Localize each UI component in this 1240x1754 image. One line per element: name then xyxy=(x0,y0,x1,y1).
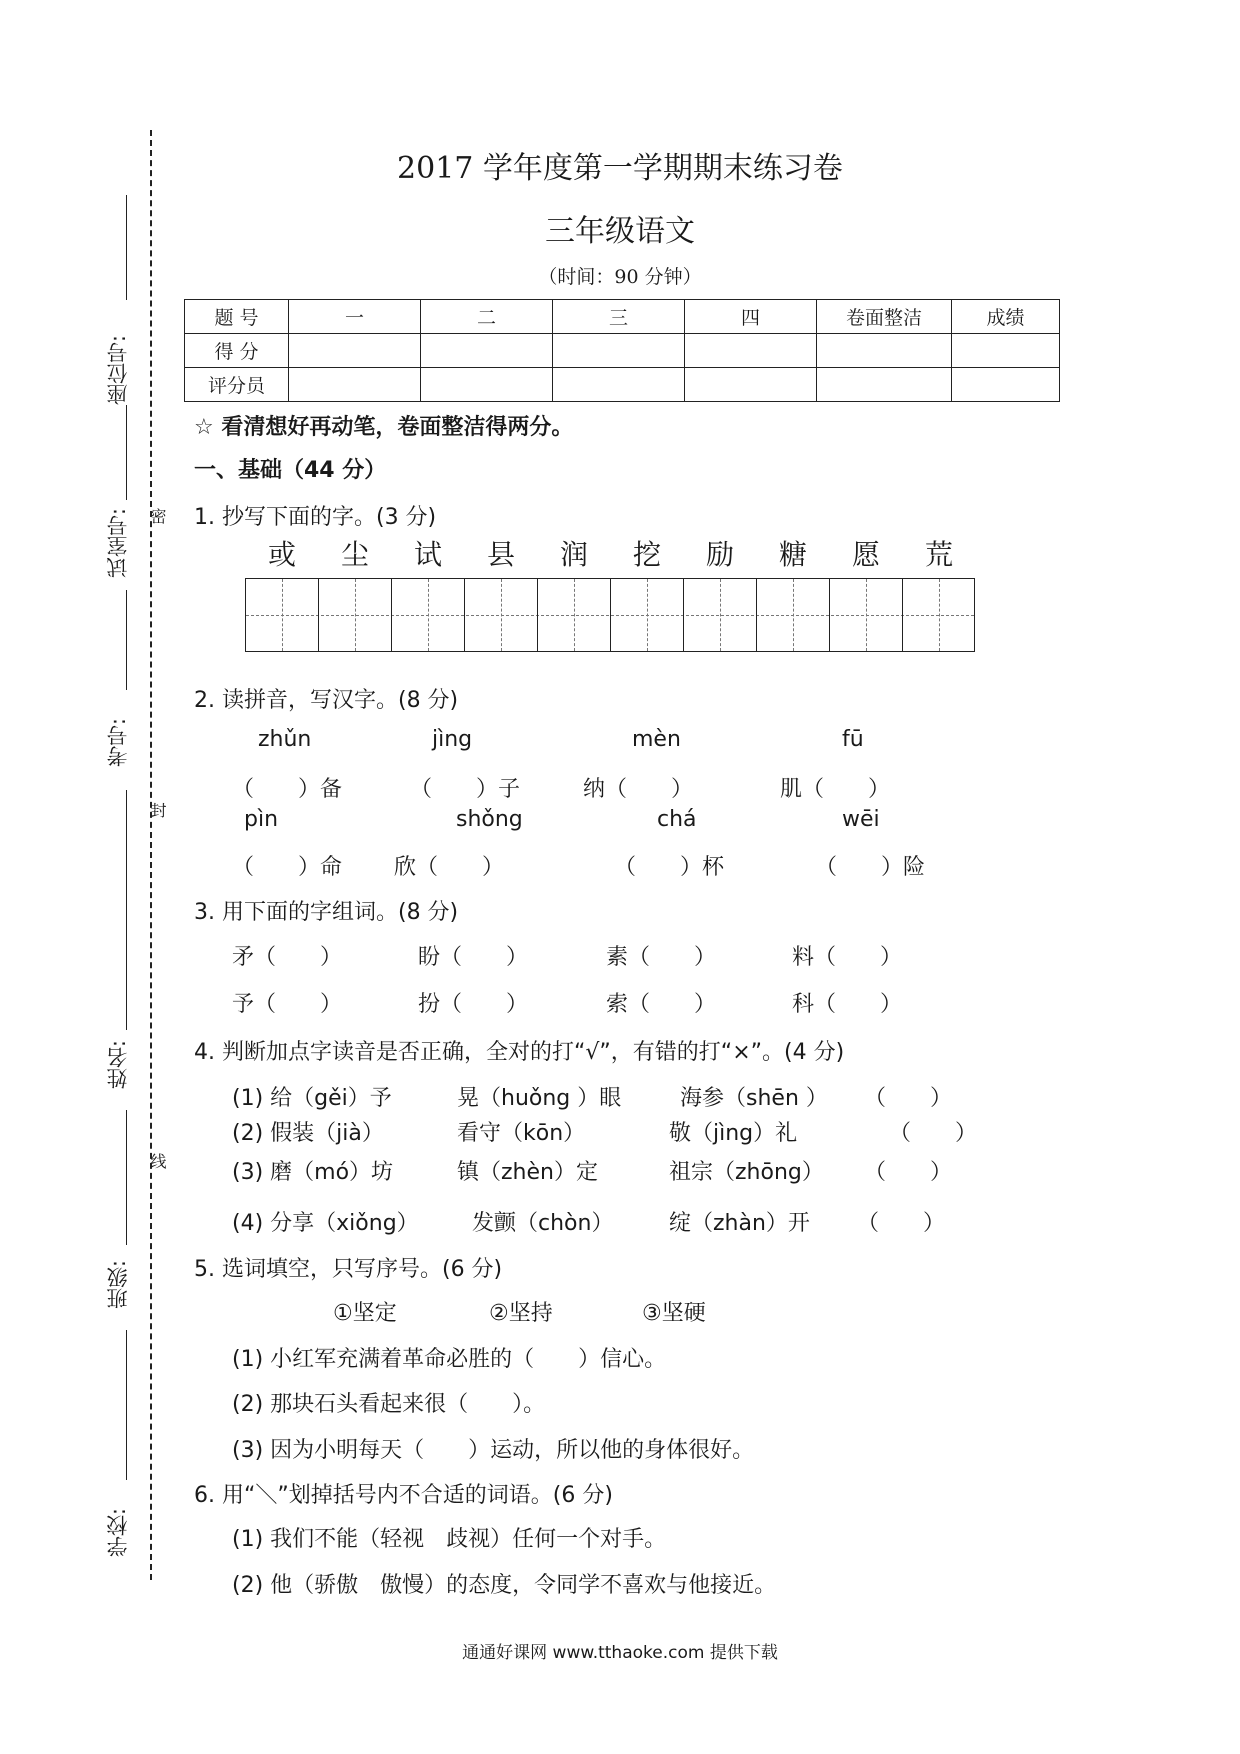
q4-word: (4) 分享（xiǒng） xyxy=(232,1211,419,1236)
q5-title: 5. 选词填空，只写序号。(6 分) xyxy=(194,1257,503,1282)
q1-char: 润 xyxy=(559,538,588,571)
seal-char-xian: 线 xyxy=(148,1153,167,1169)
q3-blank[interactable]: 料（ ） xyxy=(792,945,903,970)
q4-word: (3) 磨（mó）坊 xyxy=(232,1160,394,1185)
pinyin: wēi xyxy=(842,807,880,832)
grid-cell[interactable] xyxy=(246,579,319,651)
q4-answer-blank[interactable]: （ ） xyxy=(889,1121,978,1146)
q2-title: 2. 读拼音，写汉字。(8 分) xyxy=(194,688,459,713)
binding-dashed-line xyxy=(150,130,152,1580)
q1-char: 糖 xyxy=(778,538,807,571)
score-blank[interactable] xyxy=(553,334,685,368)
score-cell: 四 xyxy=(685,300,817,334)
pinyin: chá xyxy=(657,807,697,832)
room-no-rule xyxy=(126,405,127,500)
q1-char: 试 xyxy=(413,538,442,571)
name-label: 姓名: xyxy=(106,1040,130,1090)
q3-blank[interactable]: 予（ ） xyxy=(232,992,343,1017)
q1-char: 或 xyxy=(267,538,296,571)
q1-writing-grid[interactable] xyxy=(245,578,975,652)
q2-blank[interactable]: （ ）命 xyxy=(232,855,343,880)
q6-item[interactable]: (2) 他（骄傲 傲慢）的态度，令同学不喜欢与他接近。 xyxy=(232,1573,777,1598)
q5-option: ①坚定 xyxy=(333,1301,397,1326)
grid-cell[interactable] xyxy=(465,579,538,651)
score-blank[interactable] xyxy=(817,334,952,368)
grid-cell[interactable] xyxy=(392,579,465,651)
q3-blank[interactable]: 科（ ） xyxy=(792,992,903,1017)
q2-blank[interactable]: （ ）杯 xyxy=(614,855,725,880)
grid-cell[interactable] xyxy=(757,579,830,651)
q3-blank[interactable]: 矛（ ） xyxy=(232,945,343,970)
q1-char: 荒 xyxy=(924,538,953,571)
exam-title: 2017 学年度第一学期期末练习卷 xyxy=(397,151,843,186)
exam-subject: 三年级语文 xyxy=(545,214,695,249)
score-cell: 成绩 xyxy=(952,300,1060,334)
q4-word: 绽（zhàn）开 xyxy=(669,1211,810,1236)
q4-word: 看守（kōn） xyxy=(457,1121,586,1146)
q4-answer-blank[interactable]: （ ） xyxy=(857,1211,946,1236)
q2-blank[interactable]: （ ）备 xyxy=(232,777,343,802)
score-cell: 三 xyxy=(553,300,685,334)
score-blank[interactable] xyxy=(421,368,553,402)
score-blank[interactable] xyxy=(553,368,685,402)
q2-blank[interactable]: （ ）子 xyxy=(410,777,521,802)
q5-option: ③坚硬 xyxy=(642,1301,706,1326)
seat-no-label: 座位号: xyxy=(106,335,130,406)
score-row-label: 评分员 xyxy=(185,368,289,402)
footer-source: 通通好课网 www.tthaoke.com 提供下载 xyxy=(462,1643,778,1663)
room-no-label: 试室号: xyxy=(106,508,130,579)
class-label: 班级: xyxy=(106,1260,130,1310)
name-rule xyxy=(126,790,127,1030)
notice: ☆ 看清想好再动笔，卷面整洁得两分。 xyxy=(194,415,574,440)
score-blank[interactable] xyxy=(817,368,952,402)
q4-word: 祖宗（zhōng） xyxy=(669,1160,824,1185)
q1-char: 挖 xyxy=(632,538,661,571)
score-cell: 一 xyxy=(289,300,421,334)
grid-cell[interactable] xyxy=(684,579,757,651)
exam-no-label: 考号: xyxy=(106,718,130,768)
q1-char: 愿 xyxy=(851,538,880,571)
score-cell: 题 号 xyxy=(185,300,289,334)
q2-blank[interactable]: 肌（ ） xyxy=(780,777,891,802)
school-label: 学校: xyxy=(106,1508,130,1558)
section-title: 一、基础（44 分） xyxy=(194,458,387,483)
seal-char-mi: 密 xyxy=(148,508,167,524)
score-blank[interactable] xyxy=(289,334,421,368)
grid-cell[interactable] xyxy=(611,579,684,651)
q5-item[interactable]: (1) 小红军充满着革命必胜的（ ）信心。 xyxy=(232,1347,667,1372)
q4-word: 镇（zhèn）定 xyxy=(457,1160,598,1185)
school-rule xyxy=(126,1330,127,1480)
pinyin: pìn xyxy=(244,807,279,832)
q4-word: 敬（jìng）礼 xyxy=(669,1121,798,1146)
grid-cell[interactable] xyxy=(903,579,975,651)
exam-duration: （时间：90 分钟） xyxy=(538,266,702,288)
q4-answer-blank[interactable]: （ ） xyxy=(864,1086,953,1111)
q5-item[interactable]: (3) 因为小明每天（ ）运动，所以他的身体很好。 xyxy=(232,1438,755,1463)
score-table-row xyxy=(185,368,1060,402)
q4-answer-blank[interactable]: （ ） xyxy=(864,1160,953,1185)
q4-word: 晃（huǒng ）眼 xyxy=(457,1086,622,1111)
q3-blank[interactable]: 素（ ） xyxy=(606,945,717,970)
score-cell: 二 xyxy=(421,300,553,334)
seal-char-feng: 封 xyxy=(148,802,167,818)
q1-title: 1. 抄写下面的字。(3 分) xyxy=(194,505,437,530)
score-blank[interactable] xyxy=(421,334,553,368)
score-blank[interactable] xyxy=(289,368,421,402)
q2-blank[interactable]: 欣（ ） xyxy=(394,855,505,880)
q1-char: 尘 xyxy=(340,538,369,571)
score-cell: 卷面整洁 xyxy=(817,300,952,334)
pinyin: mèn xyxy=(632,727,681,752)
q3-blank[interactable]: 盼（ ） xyxy=(418,945,529,970)
score-blank[interactable] xyxy=(952,368,1060,402)
grid-cell[interactable] xyxy=(830,579,903,651)
q5-item[interactable]: (2) 那块石头看起来很（ ）。 xyxy=(232,1392,546,1417)
q3-blank[interactable]: 扮（ ） xyxy=(418,992,529,1017)
score-blank[interactable] xyxy=(685,368,817,402)
pinyin: fū xyxy=(842,727,864,752)
score-blank[interactable] xyxy=(685,334,817,368)
grid-cell[interactable] xyxy=(319,579,392,651)
score-table xyxy=(184,299,1060,402)
class-rule xyxy=(126,1110,127,1245)
q4-word: 发颤（chòn） xyxy=(472,1211,614,1236)
grid-cell[interactable] xyxy=(538,579,611,651)
q5-option: ②坚持 xyxy=(489,1301,553,1326)
score-table-row xyxy=(185,334,1060,368)
pinyin: shǒng xyxy=(456,807,523,832)
q1-char: 励 xyxy=(705,538,734,571)
pinyin: jìng xyxy=(432,727,473,752)
q2-blank[interactable]: （ ）险 xyxy=(815,855,926,880)
q2-blank[interactable]: 纳（ ） xyxy=(583,777,694,802)
score-table-header-row xyxy=(185,300,1060,334)
q6-item[interactable]: (1) 我们不能（轻视 歧视）任何一个对手。 xyxy=(232,1527,667,1552)
q4-word: 海参（shēn ） xyxy=(680,1086,828,1111)
q1-char: 县 xyxy=(486,538,515,571)
score-blank[interactable] xyxy=(952,334,1060,368)
q3-title: 3. 用下面的字组词。(8 分) xyxy=(194,900,459,925)
score-row-label: 得 分 xyxy=(185,334,289,368)
q4-word: (2) 假装（jià） xyxy=(232,1121,384,1146)
q4-word: (1) 给（gěi）予 xyxy=(232,1086,392,1111)
q4-title: 4. 判断加点字读音是否正确，全对的打“√”，有错的打“×”。(4 分) xyxy=(194,1040,845,1065)
pinyin: zhǔn xyxy=(258,727,312,752)
q3-blank[interactable]: 索（ ） xyxy=(606,992,717,1017)
q6-title: 6. 用“＼”划掉括号内不合适的词语。(6 分) xyxy=(194,1483,613,1508)
exam-no-rule xyxy=(126,590,127,690)
